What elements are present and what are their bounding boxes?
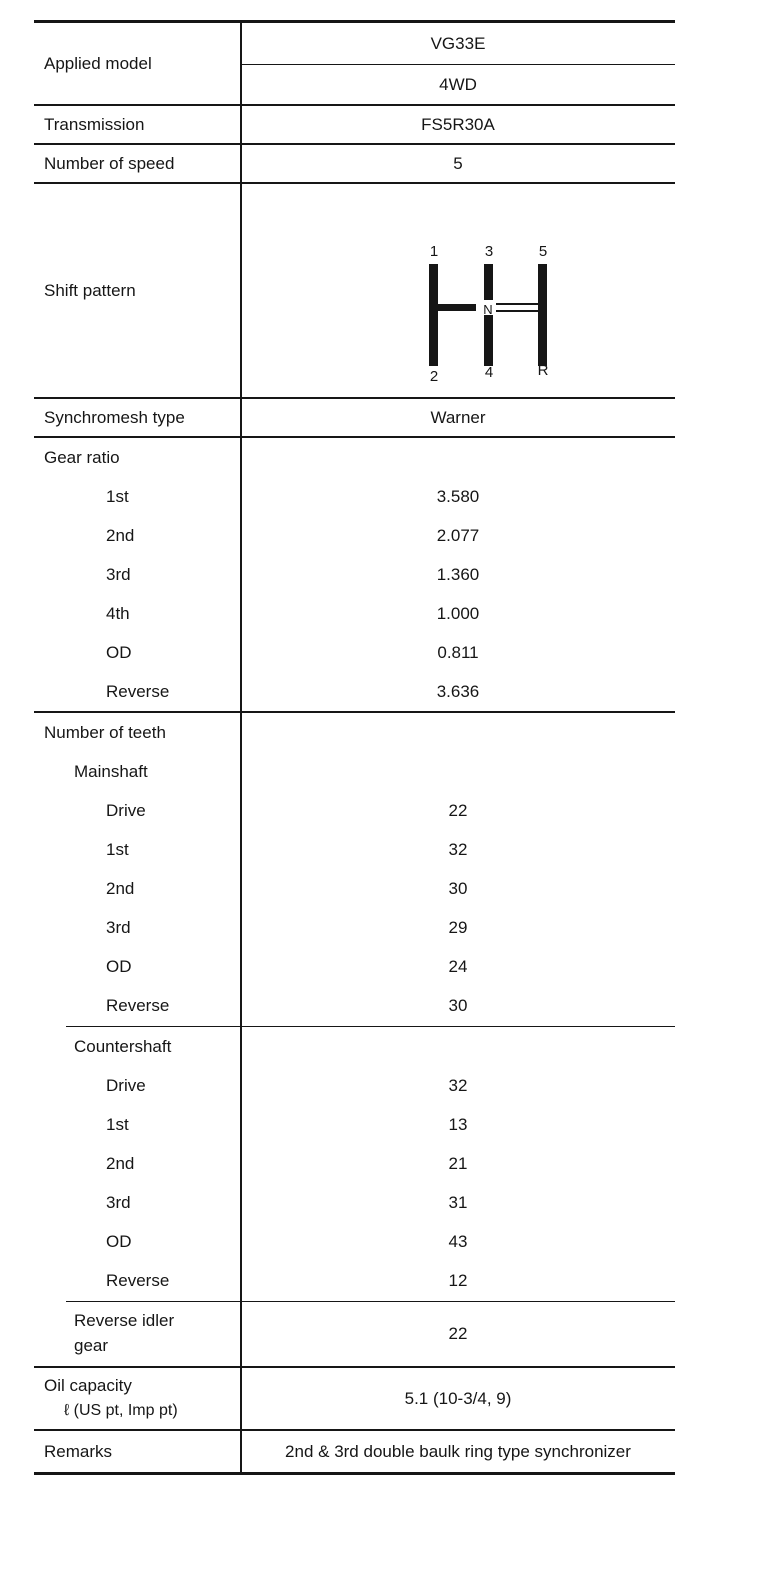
ratio-name-od: OD [106, 642, 132, 662]
ratio-name-reverse: Reverse [106, 681, 170, 701]
shift-crossbar-right-top [495, 303, 540, 305]
countershaft-name-drive: Drive [106, 1075, 146, 1095]
gear-3-label: 3 [484, 243, 494, 260]
remarks-value: 2nd & 3rd double baulk ring type synchronizer [285, 1441, 631, 1461]
countershaft-value-reverse: 12 [448, 1271, 468, 1291]
countershaft-label: Countershaft [74, 1036, 172, 1056]
countershaft-name-reverse: Reverse [106, 1271, 170, 1291]
remarks-label: Remarks [44, 1441, 113, 1461]
mainshaft-name-1st: 1st [106, 839, 129, 859]
ratio-name-1st: 1st [106, 486, 129, 506]
shift-gate-left [429, 264, 438, 366]
mainshaft-value-3rd: 29 [448, 917, 468, 937]
gear-reverse-label: R [537, 362, 549, 379]
gear-1-label: 1 [429, 243, 439, 260]
idler-label: Reverse idler gear [74, 1311, 175, 1355]
countershaft-value-2nd: 21 [448, 1153, 468, 1173]
mainshaft-name-od: OD [106, 956, 132, 976]
mainshaft-label: Mainshaft [74, 761, 148, 781]
oil-capacity-unit: ℓ (US pt, Imp pt) [64, 1401, 178, 1419]
rule-after-synchro [34, 436, 675, 438]
ratio-name-4th: 4th [106, 603, 130, 623]
applied-model-label: Applied model [44, 53, 152, 73]
teeth-label: Number of teeth [44, 722, 166, 742]
countershaft-value-drive: 32 [448, 1075, 468, 1095]
countershaft-name-2nd: 2nd [106, 1153, 135, 1173]
transmission-value: FS5R30A [421, 114, 495, 134]
applied-model-engine: VG33E [430, 33, 486, 53]
idler-value: 22 [448, 1324, 468, 1344]
gear-ratio-label: Gear ratio [44, 447, 120, 467]
ratio-name-2nd: 2nd [106, 525, 135, 545]
transmission-label: Transmission [44, 114, 145, 134]
oil-capacity-value: 5.1 (10-3/4, 9) [404, 1388, 512, 1408]
speed-label: Number of speed [44, 153, 175, 173]
mainshaft-value-drive: 22 [448, 800, 468, 820]
neutral-label: N [483, 302, 493, 317]
shift-pattern-diagram [388, 238, 568, 383]
ratio-value-reverse: 3.636 [436, 681, 480, 701]
ratio-value-2nd: 2.077 [436, 525, 480, 545]
ratio-value-od: 0.811 [437, 642, 479, 662]
ratio-value-1st: 3.580 [436, 486, 480, 506]
gear-2-label: 2 [429, 368, 439, 383]
shift-crossbar-left [436, 304, 476, 311]
applied-model-drive: 4WD [439, 74, 477, 94]
mainshaft-name-2nd: 2nd [106, 878, 135, 898]
shift-gate-right [538, 264, 547, 366]
gear-5-label: 5 [538, 243, 548, 260]
mainshaft-name-reverse: Reverse [106, 996, 170, 1016]
spec-table [34, 0, 675, 1582]
mainshaft-value-1st: 32 [448, 839, 468, 859]
shift-crossbar-right-bottom [495, 310, 540, 312]
mainshaft-value-od: 24 [448, 956, 468, 976]
ratio-name-3rd: 3rd [106, 564, 131, 584]
oil-capacity-label: Oil capacity [44, 1376, 132, 1396]
countershaft-value-od: 43 [448, 1231, 468, 1251]
rule-bottom [34, 1472, 675, 1475]
countershaft-name-od: OD [106, 1231, 132, 1251]
mainshaft-value-reverse: 30 [448, 996, 468, 1016]
countershaft-name-1st: 1st [106, 1114, 129, 1134]
mainshaft-name-drive: Drive [106, 800, 146, 820]
countershaft-value-3rd: 31 [448, 1192, 468, 1212]
synchromesh-value: Warner [430, 407, 486, 427]
mainshaft-value-2nd: 30 [448, 878, 468, 898]
ratio-value-4th: 1.000 [436, 603, 480, 623]
speed-value: 5 [453, 153, 463, 173]
countershaft-name-3rd: 3rd [106, 1192, 131, 1212]
mainshaft-name-3rd: 3rd [106, 917, 131, 937]
shift-pattern-label: Shift pattern [44, 280, 136, 300]
countershaft-value-1st: 13 [448, 1114, 468, 1134]
synchromesh-label: Synchromesh type [44, 407, 185, 427]
gear-4-label: 4 [484, 364, 494, 381]
ratio-value-3rd: 1.360 [436, 564, 480, 584]
